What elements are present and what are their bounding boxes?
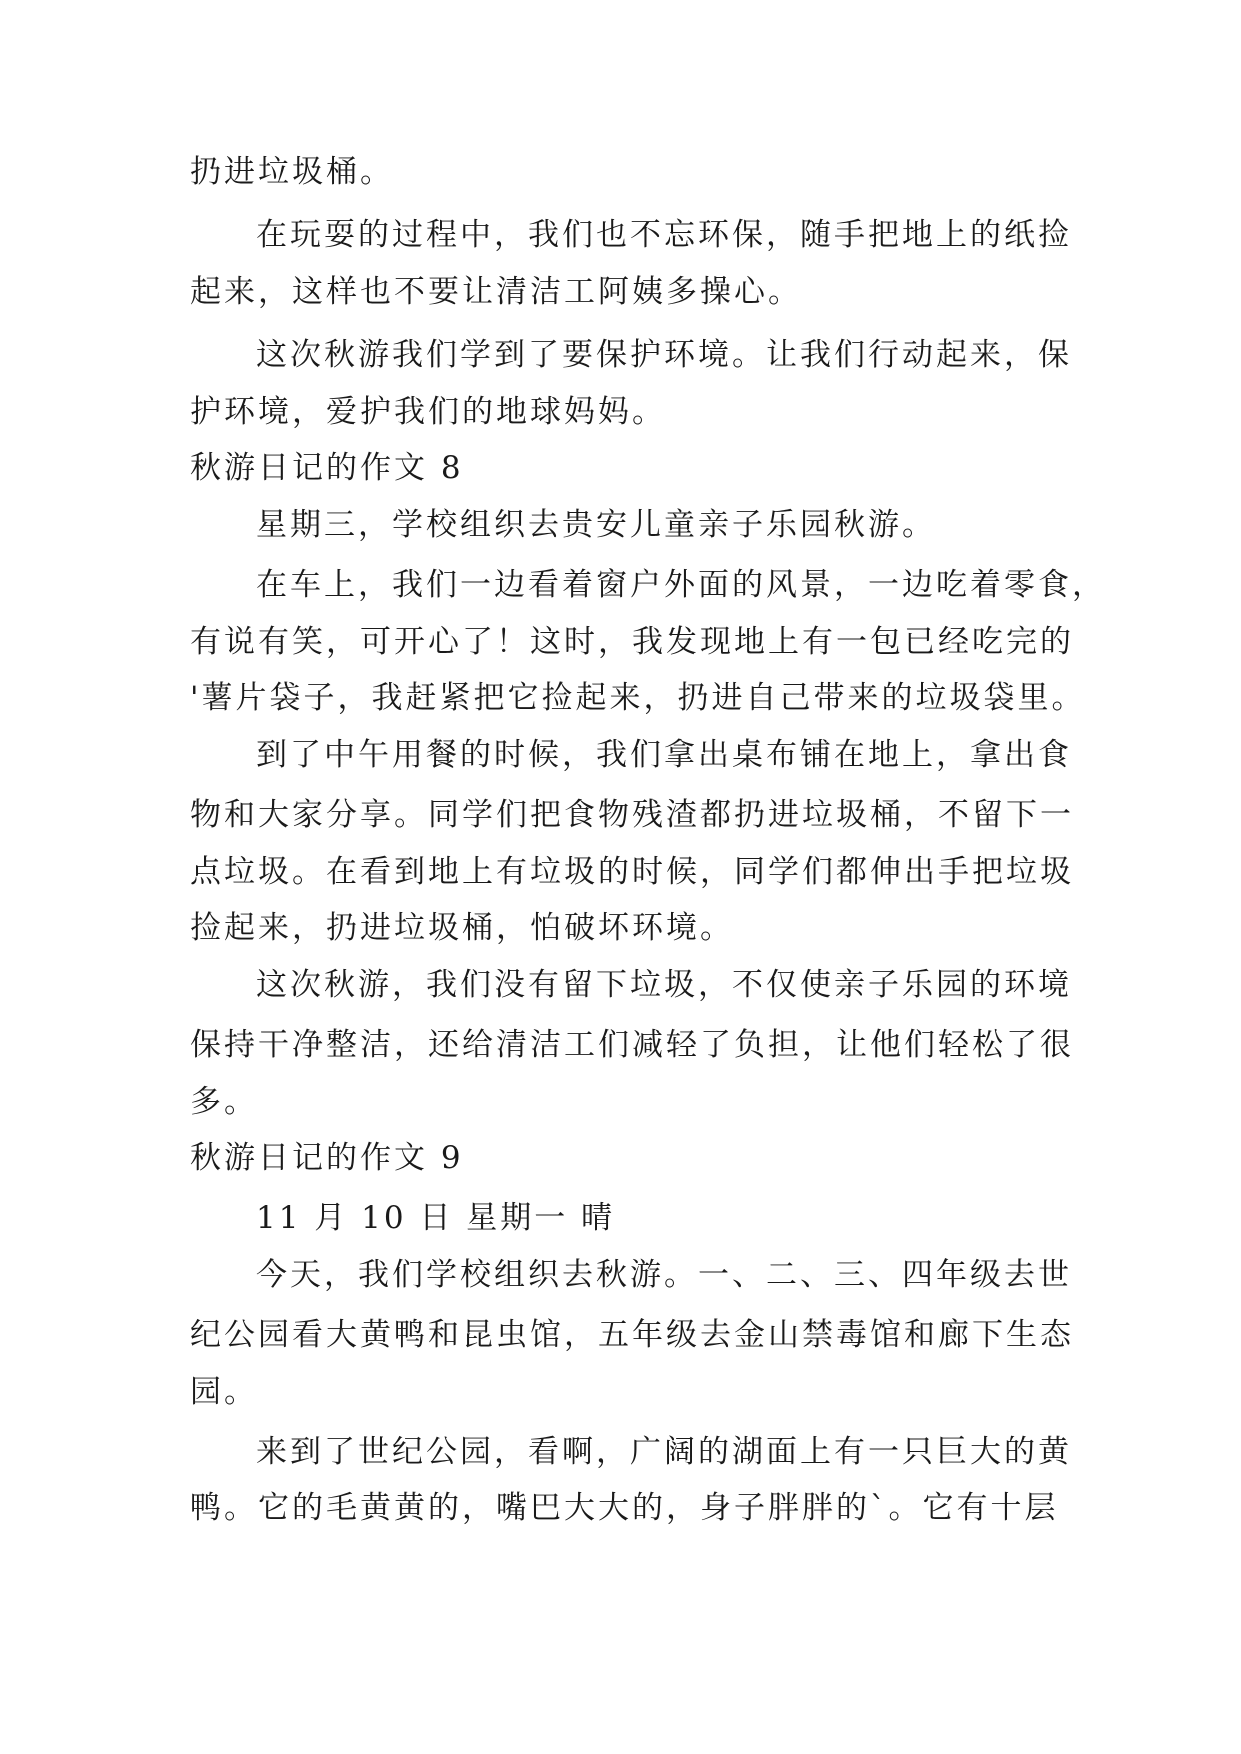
section-heading: 秋游日记的作文 9 bbox=[190, 1140, 464, 1176]
text-line: 起来，这样也不要让清洁工阿姨多操心。 bbox=[190, 274, 802, 310]
text-line: 在玩耍的过程中，我们也不忘环保，随手把地上的纸捡 bbox=[256, 217, 1072, 253]
text-line: 星期三，学校组织去贵安儿童亲子乐园秋游。 bbox=[256, 507, 936, 543]
text-line: 点垃圾。在看到地上有垃圾的时候，同学们都伸出手把垃圾 bbox=[190, 854, 1074, 890]
text-line: 这次秋游，我们没有留下垃圾，不仅使亲子乐园的环境 bbox=[256, 967, 1072, 1003]
text-line: 扔进垃圾桶。 bbox=[190, 154, 394, 190]
text-line: 鸭。它的毛黄黄的，嘴巴大大的，身子胖胖的`。它有十层 bbox=[190, 1490, 1059, 1526]
text-line: 11 月 10 日 星期一 晴 bbox=[256, 1200, 616, 1236]
text-line: 物和大家分享。同学们把食物残渣都扔进垃圾桶，不留下一 bbox=[190, 797, 1074, 833]
text-line: 护环境，爱护我们的地球妈妈。 bbox=[190, 394, 666, 430]
text-line: '薯片袋子，我赶紧把它捡起来，扔进自己带来的垃圾袋里。 bbox=[190, 680, 1086, 716]
section-heading: 秋游日记的作文 8 bbox=[190, 450, 464, 486]
text-line: 到了中午用餐的时候，我们拿出桌布铺在地上，拿出食 bbox=[256, 737, 1072, 773]
text-line: 纪公园看大黄鸭和昆虫馆，五年级去金山禁毒馆和廊下生态 bbox=[190, 1317, 1074, 1353]
text-line: 保持干净整洁，还给清洁工们减轻了负担，让他们轻松了很 bbox=[190, 1027, 1074, 1063]
text-line: 多。 bbox=[190, 1084, 258, 1120]
text-line: 这次秋游我们学到了要保护环境。让我们行动起来，保 bbox=[256, 337, 1072, 373]
text-line: 捡起来，扔进垃圾桶，怕破坏环境。 bbox=[190, 910, 734, 946]
text-line: 在车上，我们一边看着窗户外面的风景，一边吃着零食， bbox=[256, 567, 1106, 603]
text-line: 园。 bbox=[190, 1374, 258, 1410]
text-line: 今天，我们学校组织去秋游。一、二、三、四年级去世 bbox=[256, 1257, 1072, 1293]
text-line: 有说有笑，可开心了！这时，我发现地上有一包已经吃完的 bbox=[190, 624, 1074, 660]
text-line: 来到了世纪公园，看啊，广阔的湖面上有一只巨大的黄 bbox=[256, 1434, 1072, 1470]
